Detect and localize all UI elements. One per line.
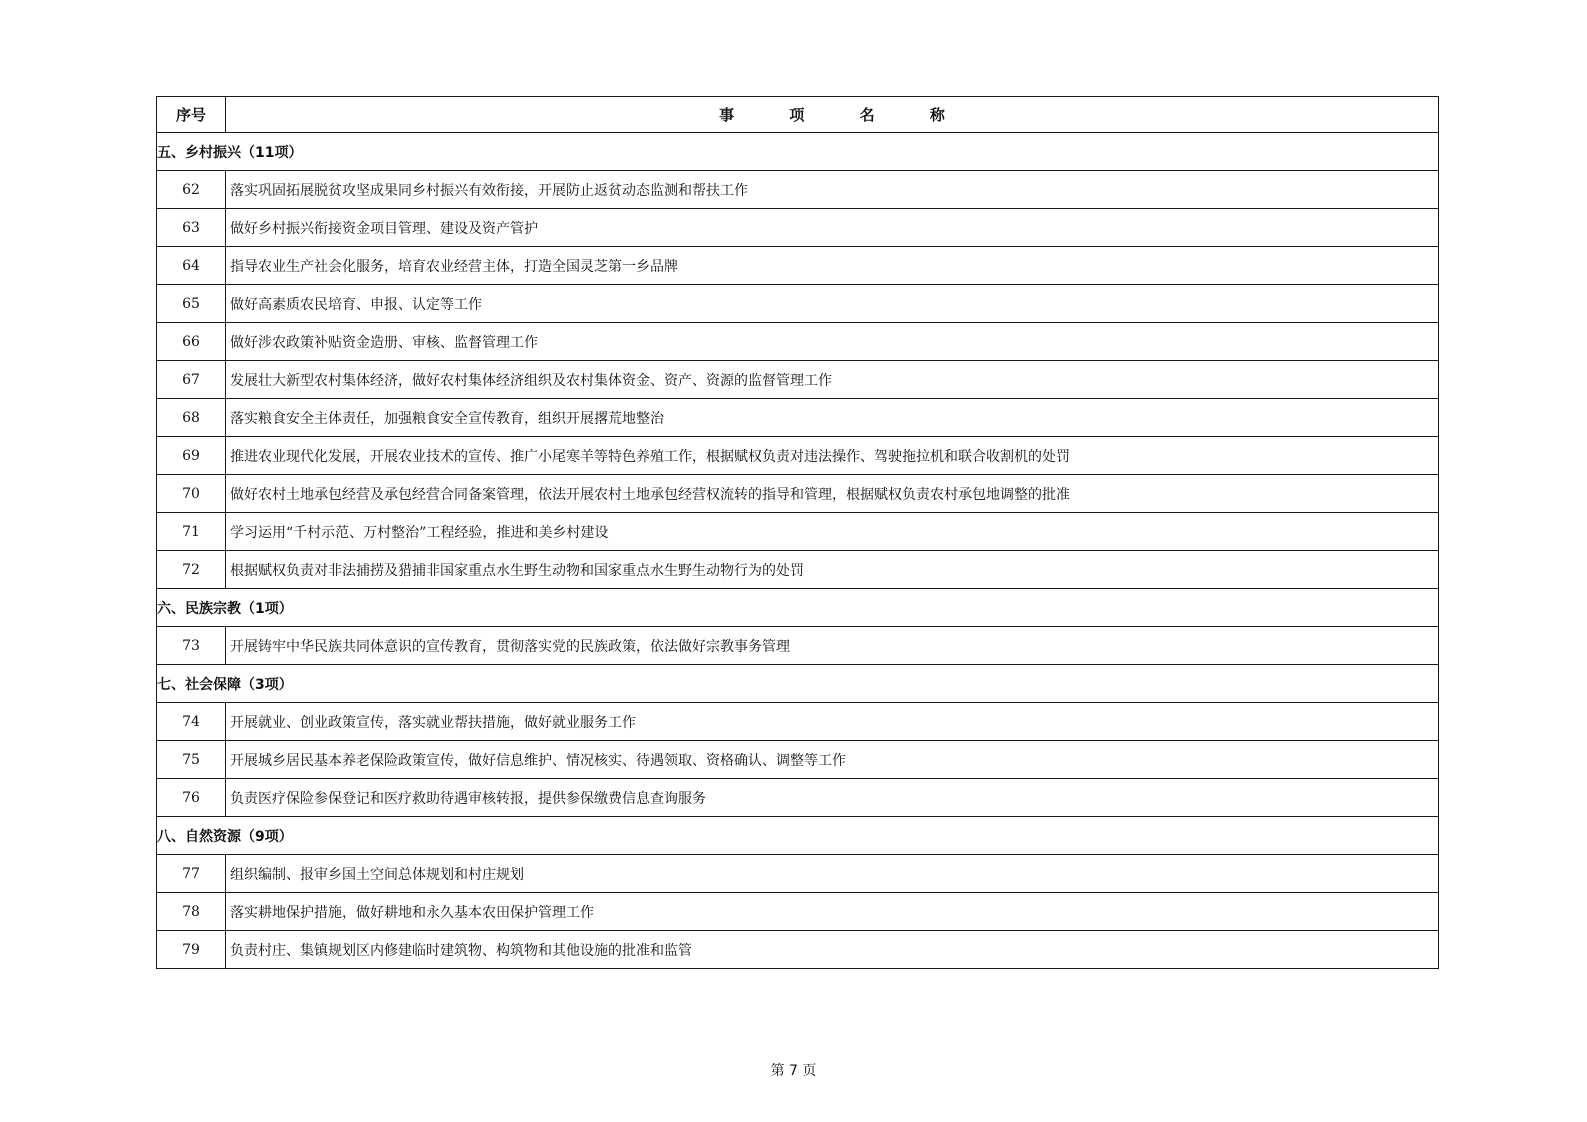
row-text: 开展铸牢中华民族共同体意识的宣传教育，贯彻落实党的民族政策，依法做好宗教事务管理: [226, 627, 1439, 665]
row-num: 79: [157, 931, 226, 969]
row-text: 组织编制、报审乡国土空间总体规划和村庄规划: [226, 855, 1439, 893]
row-num: 77: [157, 855, 226, 893]
table-row: [157, 779, 1439, 817]
table-row: [157, 475, 1439, 513]
section-title: 七、社会保障（3项）: [157, 665, 1439, 703]
table-row: [157, 855, 1439, 893]
row-text: 落实粮食安全主体责任，加强粮食安全宣传教育，组织开展撂荒地整治: [226, 399, 1439, 437]
row-num: 69: [157, 437, 226, 475]
row-num: 76: [157, 779, 226, 817]
header-name-char: 事: [719, 106, 735, 124]
table-row: [157, 209, 1439, 247]
row-num: 72: [157, 551, 226, 589]
table-header-row: [157, 97, 1439, 133]
table-row: [157, 931, 1439, 969]
row-num: 67: [157, 361, 226, 399]
header-name: [226, 97, 1439, 133]
row-text: 开展就业、创业政策宣传，落实就业帮扶措施，做好就业服务工作: [226, 703, 1439, 741]
row-num: 71: [157, 513, 226, 551]
table-row: [157, 171, 1439, 209]
row-text: 做好涉农政策补贴资金造册、审核、监督管理工作: [226, 323, 1439, 361]
section-row: [157, 665, 1439, 703]
table-row: [157, 513, 1439, 551]
header-name-char: 项: [789, 106, 805, 124]
header-name-char: 名: [859, 106, 875, 124]
matters-table: [156, 96, 1439, 969]
row-num: 63: [157, 209, 226, 247]
row-text: 做好高素质农民培育、申报、认定等工作: [226, 285, 1439, 323]
row-num: 66: [157, 323, 226, 361]
row-text: 负责医疗保险参保登记和医疗救助待遇审核转报，提供参保缴费信息查询服务: [226, 779, 1439, 817]
header-name-char: 称: [929, 106, 945, 124]
row-text: 推进农业现代化发展，开展农业技术的宣传、推广小尾寒羊等特色养殖工作，根据赋权负责对违法操作、驾驶拖拉机和联合收割机的处罚: [226, 437, 1439, 475]
row-text: 开展城乡居民基本养老保险政策宣传，做好信息维护、情况核实、待遇领取、资格确认、调整等工作: [226, 741, 1439, 779]
section-title: 八、自然资源（9项）: [157, 817, 1439, 855]
section-row: [157, 817, 1439, 855]
row-text: 指导农业生产社会化服务，培育农业经营主体，打造全国灵芝第一乡品牌: [226, 247, 1439, 285]
row-text: 做好乡村振兴衔接资金项目管理、建设及资产管护: [226, 209, 1439, 247]
page-number: 第 7 页: [770, 1063, 817, 1079]
table-row: [157, 323, 1439, 361]
table-row: [157, 627, 1439, 665]
row-num: 68: [157, 399, 226, 437]
table-row: [157, 703, 1439, 741]
row-text: 落实耕地保护措施，做好耕地和永久基本农田保护管理工作: [226, 893, 1439, 931]
row-num: 64: [157, 247, 226, 285]
section-row: [157, 133, 1439, 171]
table-row: [157, 285, 1439, 323]
row-num: 75: [157, 741, 226, 779]
section-row: [157, 589, 1439, 627]
row-text: 落实巩固拓展脱贫攻坚成果同乡村振兴有效衔接，开展防止返贫动态监测和帮扶工作: [226, 171, 1439, 209]
table-row: [157, 893, 1439, 931]
row-num: 62: [157, 171, 226, 209]
row-num: 70: [157, 475, 226, 513]
row-text: 学习运用“千村示范、万村整治”工程经验，推进和美乡村建设: [226, 513, 1439, 551]
table-row: [157, 361, 1439, 399]
section-title: 五、乡村振兴（11项）: [157, 133, 1439, 171]
row-text: 做好农村土地承包经营及承包经营合同备案管理，依法开展农村土地承包经营权流转的指导和管理，根据赋权负责农村承包地调整的批准: [226, 475, 1439, 513]
row-text: 发展壮大新型农村集体经济，做好农村集体经济组织及农村集体资金、资产、资源的监督管理工作: [226, 361, 1439, 399]
header-num: 序号: [157, 97, 226, 133]
table-row: [157, 437, 1439, 475]
section-title: 六、民族宗教（1项）: [157, 589, 1439, 627]
row-text: 负责村庄、集镇规划区内修建临时建筑物、构筑物和其他设施的批准和监管: [226, 931, 1439, 969]
row-num: 73: [157, 627, 226, 665]
table-row: [157, 399, 1439, 437]
row-num: 74: [157, 703, 226, 741]
row-text: 根据赋权负责对非法捕捞及猎捕非国家重点水生野生动物和国家重点水生野生动物行为的处罚: [226, 551, 1439, 589]
table-row: [157, 551, 1439, 589]
row-num: 78: [157, 893, 226, 931]
table-row: [157, 741, 1439, 779]
row-num: 65: [157, 285, 226, 323]
table-row: [157, 247, 1439, 285]
